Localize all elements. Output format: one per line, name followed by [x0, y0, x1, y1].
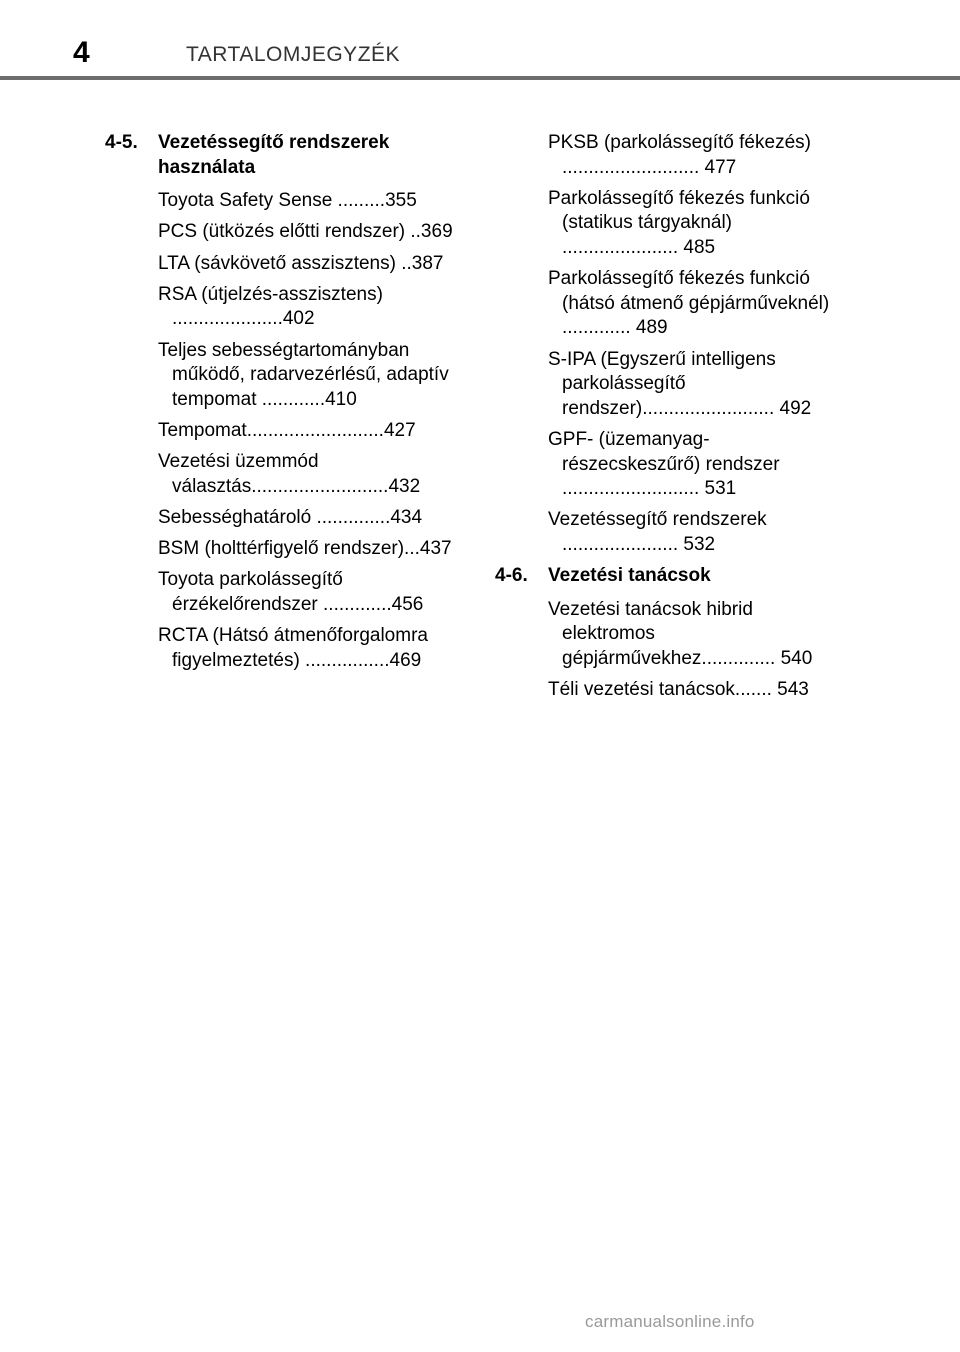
toc-entry[interactable]: PKSB (parkolássegítő fékezés) .......................... 477	[548, 132, 811, 178]
toc-entry[interactable]: Toyota parkolássegítő érzékelőrendszer .............456	[158, 569, 424, 615]
page-number: 4	[73, 36, 90, 69]
watermark: carmanualsonline.info	[585, 1312, 755, 1331]
toc-right-column	[495, 131, 845, 709]
section-number: 4-6.	[495, 565, 528, 587]
section-number: 4-5.	[105, 132, 138, 153]
section-title: Vezetési tanácsok	[548, 565, 711, 587]
header-divider	[0, 76, 960, 80]
toc-entry[interactable]: RCTA (Hátsó átmenőforgalomra figyelmeztetés) ................469	[158, 625, 428, 671]
toc-entry[interactable]: RSA (útjelzés-asszisztens) .....................402	[158, 283, 383, 330]
toc-entry[interactable]: Toyota Safety Sense .........355	[158, 190, 417, 212]
toc-left-column	[105, 131, 465, 680]
toc-entry[interactable]: Vezetési tanácsok hibrid elektromos gépjárművekhez.............. 540	[548, 598, 813, 669]
toc-entry[interactable]: LTA (sávkövető asszisztens) ..387	[158, 252, 444, 274]
toc-entry[interactable]: Vezetéssegítő rendszerek ...................... 532	[548, 509, 767, 555]
section-title: Vezetéssegítő rendszerek használata	[158, 132, 390, 178]
toc-entry[interactable]: S-IPA (Egyszerű intelligens parkolássegítő rendszer)......................... 492	[548, 348, 812, 419]
toc-entry[interactable]: GPF- (üzemanyag-részecskeszűrő) rendszer .......................... 531	[548, 428, 780, 500]
toc-entry[interactable]: Tempomat..........................427	[158, 419, 416, 441]
toc-entry[interactable]: Téli vezetési tanácsok....... 543	[548, 679, 809, 701]
toc-entry[interactable]: Vezetési üzemmód választás..........................432	[158, 451, 421, 497]
toc-entry[interactable]: Sebességhatároló ..............434	[158, 506, 423, 528]
toc-entry[interactable]: Teljes sebességtartományban működő, radarvezérlésű, adaptív tempomat ............410	[158, 339, 449, 410]
toc-section-4-6[interactable]	[495, 564, 845, 589]
toc-entry[interactable]: BSM (holttérfigyelő rendszer)...437	[158, 538, 452, 560]
page-header	[0, 0, 960, 80]
toc-entry[interactable]: Parkolássegítő fékezés funkció (statikus tárgyaknál) ...................... 485	[548, 187, 810, 258]
toc-entry[interactable]: Parkolássegítő fékezés funkció (hátsó átmenő gépjárműveknél) ............. 489	[548, 268, 830, 339]
header-title: TARTALOMJEGYZÉK	[186, 43, 401, 66]
toc-entry[interactable]: PCS (ütközés előtti rendszer) ..369	[158, 221, 453, 243]
toc-section-4-5[interactable]	[105, 131, 465, 180]
